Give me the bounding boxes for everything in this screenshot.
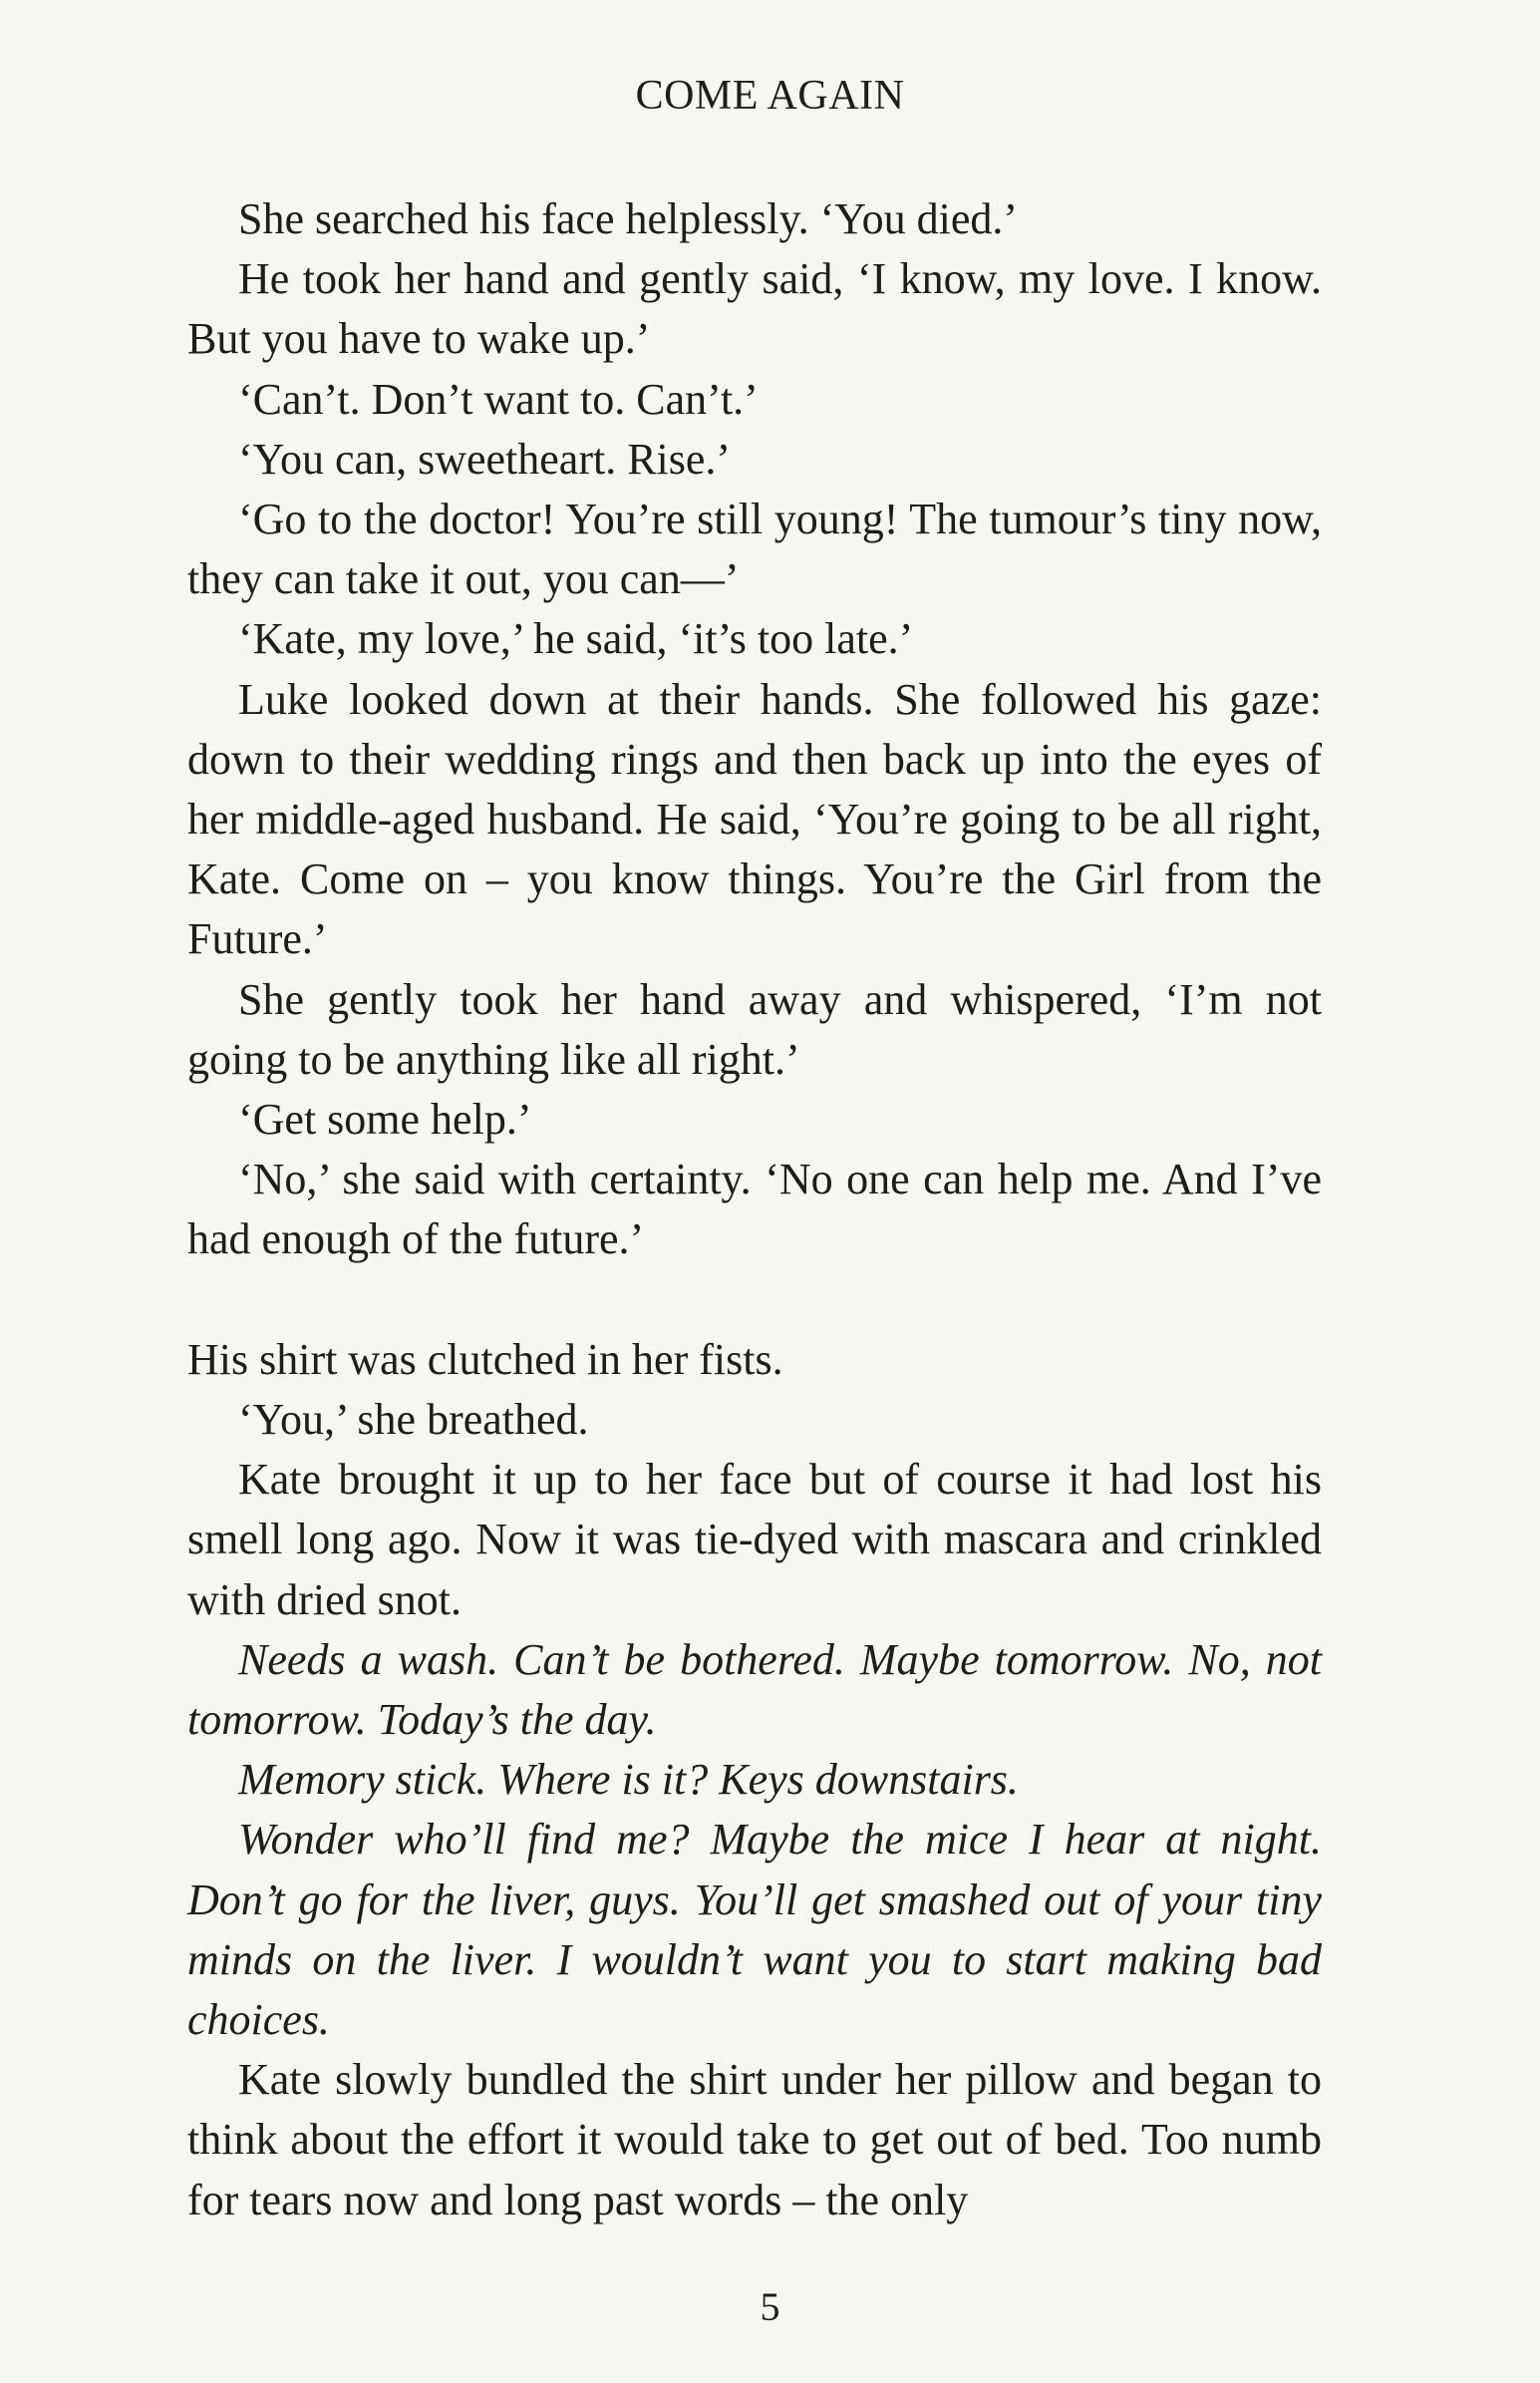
paragraph: ‘You can, sweetheart. Rise.’ bbox=[238, 434, 732, 484]
paragraph: Kate slowly bundled the shirt under her pillow and began to think about the effort it would take to get out of bed. Too numb for tears now and long past words – the only bbox=[187, 2055, 1322, 2224]
body-text bbox=[187, 189, 1322, 2230]
paragraph: ‘You,’ she breathed. bbox=[238, 1395, 589, 1445]
paragraph: Luke looked down at their hands. She followed his gaze: down to their wedding rings and then back up into the eyes of her middle-aged husband. He said, ‘You’re going to be all right, Kate. Come on – you know things. You’re the Girl from the Future.’ bbox=[187, 674, 1322, 964]
paragraph: She searched his face helplessly. ‘You died.’ bbox=[238, 194, 1019, 243]
paragraph: ‘Go to the doctor! You’re still young! The tumour’s tiny now, they can take it out, you can—’ bbox=[187, 495, 1322, 604]
paragraph: He took her hand and gently said, ‘I know, my love. I know. But you have to wake up.’ bbox=[187, 254, 1322, 364]
italic-thought: Memory stick. Where is it? Keys downstairs. bbox=[238, 1755, 1019, 1805]
paragraph: ‘Can’t. Don’t want to. Can’t.’ bbox=[238, 374, 759, 424]
italic-thought: Wonder who’ll find me? Maybe the mice I hear at night. Don’t go for the liver, guys. You’ll get smashed out of your tiny minds on the liver. I wouldn’t want you to start making bad choices. bbox=[187, 1815, 1322, 2045]
paragraph: ‘Get some help.’ bbox=[238, 1095, 532, 1145]
paragraph-section-start: His shirt was clutched in her fists. bbox=[187, 1334, 783, 1384]
page-number: 5 bbox=[760, 2284, 780, 2329]
paragraph: ‘Kate, my love,’ he said, ‘it’s too late.’ bbox=[238, 614, 914, 664]
paragraph: She gently took her hand away and whispered, ‘I’m not going to be anything like all right.’ bbox=[187, 974, 1322, 1084]
paragraph: Kate brought it up to her face but of course it had lost his smell long ago. Now it was tie-dyed with mascara and crinkled with dried snot. bbox=[187, 1455, 1322, 1624]
paragraph: ‘No,’ she said with certainty. ‘No one can help me. And I’ve had enough of the future.’ bbox=[187, 1155, 1322, 1264]
running-head: COME AGAIN bbox=[635, 73, 905, 119]
italic-thought: Needs a wash. Can’t be bothered. Maybe tomorrow. No, not tomorrow. Today’s the day. bbox=[187, 1634, 1322, 1745]
